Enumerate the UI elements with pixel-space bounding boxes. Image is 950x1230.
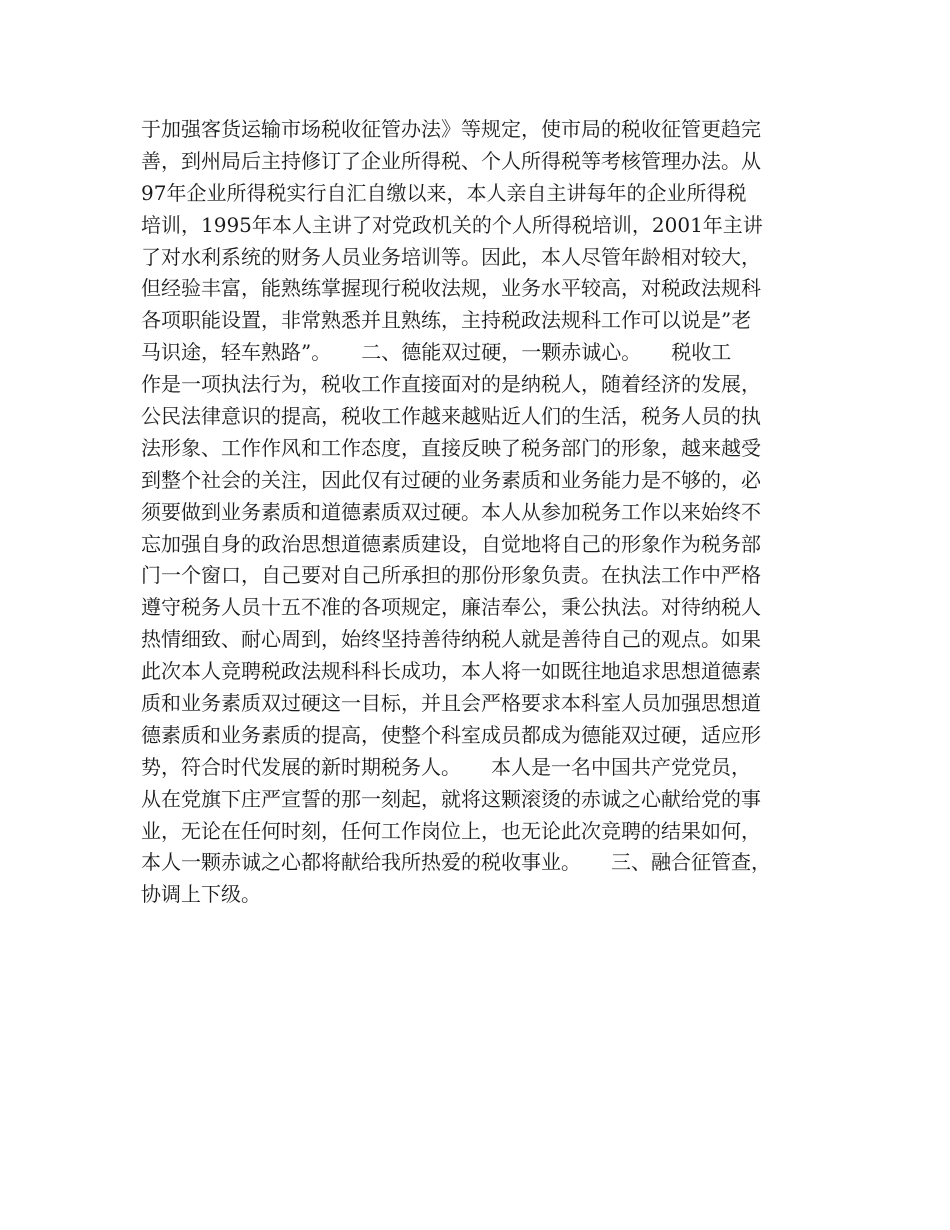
text-line: 须要做到业务素质和道德素质双过硬。本人从参加税务工作以来始终不 <box>141 499 761 524</box>
text-line: 但经验丰富，能熟练掌握现行税收法规，业务水平较高，对税政法规科 <box>141 276 761 301</box>
text-line: 马识途，轻车熟路”。 二、德能双过硬，一颗赤诚心。 税收工 <box>141 340 732 365</box>
text-line: 97年企业所得税实行自汇自缴以来，本人亲自主讲每年的企业所得税 <box>141 180 747 205</box>
text-line: 协调上下级。 <box>141 882 261 907</box>
text-line: 各项职能设置，非常熟悉并且熟练，主持税政法规科工作可以说是”老 <box>141 308 752 333</box>
text-line: 本人一颗赤诚之心都将献给我所热爱的税收事业。 三、融合征管查， <box>141 850 771 875</box>
text-line: 从在党旗下庄严宣誓的那一刻起，就将这颗滚烫的赤诚之心献给党的事 <box>141 786 761 811</box>
text-line: 到整个社会的关注，因此仅有过硬的业务素质和业务能力是不够的，必 <box>141 467 761 492</box>
text-line: 业，无论在任何时刻，任何工作岗位上，也无论此次竞聘的结果如何， <box>141 818 761 843</box>
text-line: 作是一项执法行为，税收工作直接面对的是纳税人，随着经济的发展， <box>141 372 761 397</box>
body-paragraph <box>141 114 831 911</box>
text-line: 门一个窗口，自己要对自己所承担的那份形象负责。在执法工作中严格 <box>141 563 761 588</box>
text-line: 此次本人竞聘税政法规科科长成功，本人将一如既往地追求思想道德素 <box>141 659 761 684</box>
text-line: 善，到州局后主持修订了企业所得税、个人所得税等考核管理办法。从 <box>141 148 761 173</box>
text-line: 培训，1995年本人主讲了对党政机关的个人所得税培训，2001年主讲 <box>141 212 763 237</box>
text-line: 质和业务素质双过硬这一目标，并且会严格要求本科室人员加强思想道 <box>141 691 761 716</box>
text-line: 于加强客货运输市场税收征管办法》等规定，使市局的税收征管更趋完 <box>141 117 761 141</box>
text-line: 忘加强自身的政治思想道德素质建设，自觉地将自己的形象作为税务部 <box>141 531 761 556</box>
text-line: 势，符合时代发展的新时期税务人。 本人是一名中国共产党党员， <box>141 754 751 779</box>
text-line: 了对水利系统的财务人员业务培训等。因此，本人尽管年龄相对较大， <box>141 244 761 269</box>
text-line: 公民法律意识的提高，税收工作越来越贴近人们的生活，税务人员的执 <box>141 404 761 429</box>
text-line: 法形象、工作作风和工作态度，直接反映了税务部门的形象，越来越受 <box>141 435 761 460</box>
text-line: 热情细致、耐心周到，始终坚持善待纳税人就是善待自己的观点。如果 <box>141 627 761 652</box>
text-line: 德素质和业务素质的提高，使整个科室成员都成为德能双过硬，适应形 <box>141 722 761 747</box>
text-line: 遵守税务人员十五不准的各项规定，廉洁奉公，秉公执法。对待纳税人 <box>141 595 761 620</box>
